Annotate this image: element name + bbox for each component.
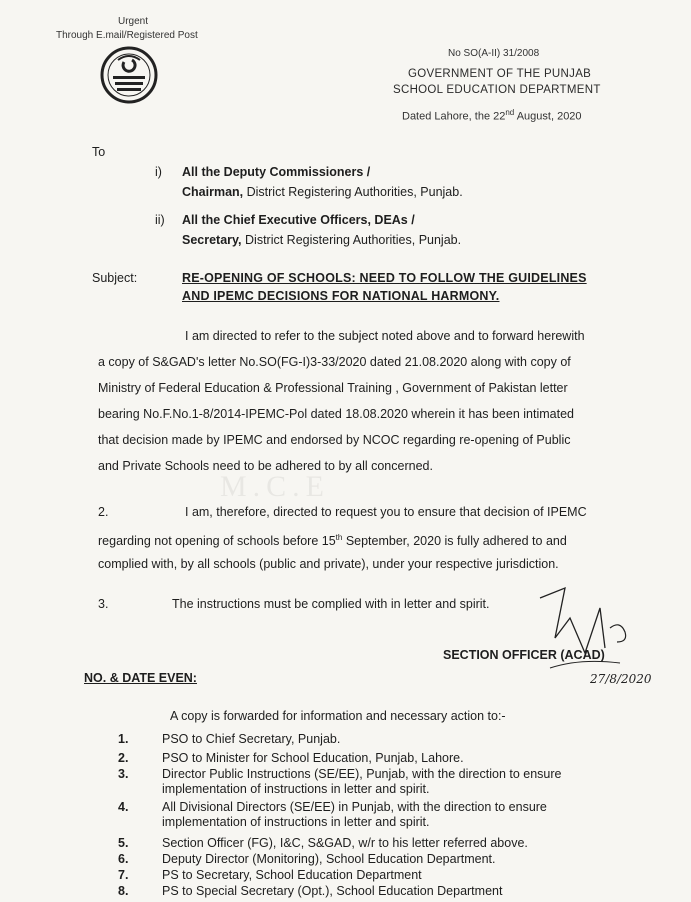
para3-text: The instructions must be complied with in letter and spirit.: [172, 597, 490, 611]
to-label: To: [92, 145, 106, 159]
para1-line-2: a copy of S&GAD's letter No.SO(FG-I)3-33/2020 dated 21.08.2020 along with copy of: [98, 355, 571, 369]
section-officer-title: SECTION OFFICER (ACAD): [443, 648, 605, 662]
subject-label: Subject:: [92, 271, 138, 285]
para1-line-3: Ministry of Federal Education & Professional Training , Government of Pakistan letter: [98, 381, 568, 395]
to-item-1-line2: Chairman, District Registering Authorities, Punjab.: [182, 185, 463, 199]
to-num-2: ii): [155, 213, 165, 227]
para2-num: 2.: [98, 505, 109, 519]
dated-line: Dated Lahore, the 22nd August, 2020: [402, 108, 582, 123]
govt-heading: GOVERNMENT OF THE PUNJAB: [408, 68, 592, 80]
through-label: Through E.mail/Registered Post: [56, 30, 198, 41]
to-item-2-line2: Secretary, District Registering Authorities, Punjab.: [182, 233, 462, 247]
subject-line-2: AND IPEMC DECISIONS FOR NATIONAL HARMONY.: [182, 289, 500, 303]
para1-line-6: and Private Schools need to be adhered to by all concerned.: [98, 459, 433, 473]
para1-line-5: that decision made by IPEMC and endorsed by NCOC regarding re-opening of Public: [98, 433, 571, 447]
urgent-label: Urgent: [118, 16, 149, 27]
dept-heading: SCHOOL EDUCATION DEPARTMENT: [393, 84, 601, 96]
to-num-1: i): [155, 165, 162, 179]
para2-line-2: regarding not opening of schools before 15th September, 2020 is fully adhered to and: [98, 533, 567, 549]
punjab-emblem-icon: [100, 46, 158, 104]
signature-date: 27/8/2020: [590, 672, 652, 686]
to-item-2-line1: All the Chief Executive Officers, DEAs /: [182, 213, 415, 227]
even-title: NO. & DATE EVEN:: [84, 671, 197, 685]
para1-line-4: bearing No.F.No.1-8/2014-IPEMC-Pol dated 18.08.2020 wherein it has been intimated: [98, 407, 574, 421]
even-intro: A copy is forwarded for information and necessary action to:-: [170, 709, 506, 723]
para1-line-1: I am directed to refer to the subject noted above and to forward herewith: [185, 329, 585, 343]
letter-number: No SO(A-II) 31/2008: [448, 48, 540, 59]
para2-line-3: complied with, by all schools (public and private), under your respective jurisdiction.: [98, 557, 559, 571]
watermark: M.C.E: [220, 470, 331, 503]
subject-line-1: RE-OPENING OF SCHOOLS: NEED TO FOLLOW THE GUIDELINES: [182, 271, 587, 285]
para3-num: 3.: [98, 597, 109, 611]
para2-line-1: I am, therefore, directed to request you to ensure that decision of IPEMC: [185, 505, 587, 519]
to-item-1-line1: All the Deputy Commissioners /: [182, 165, 371, 179]
